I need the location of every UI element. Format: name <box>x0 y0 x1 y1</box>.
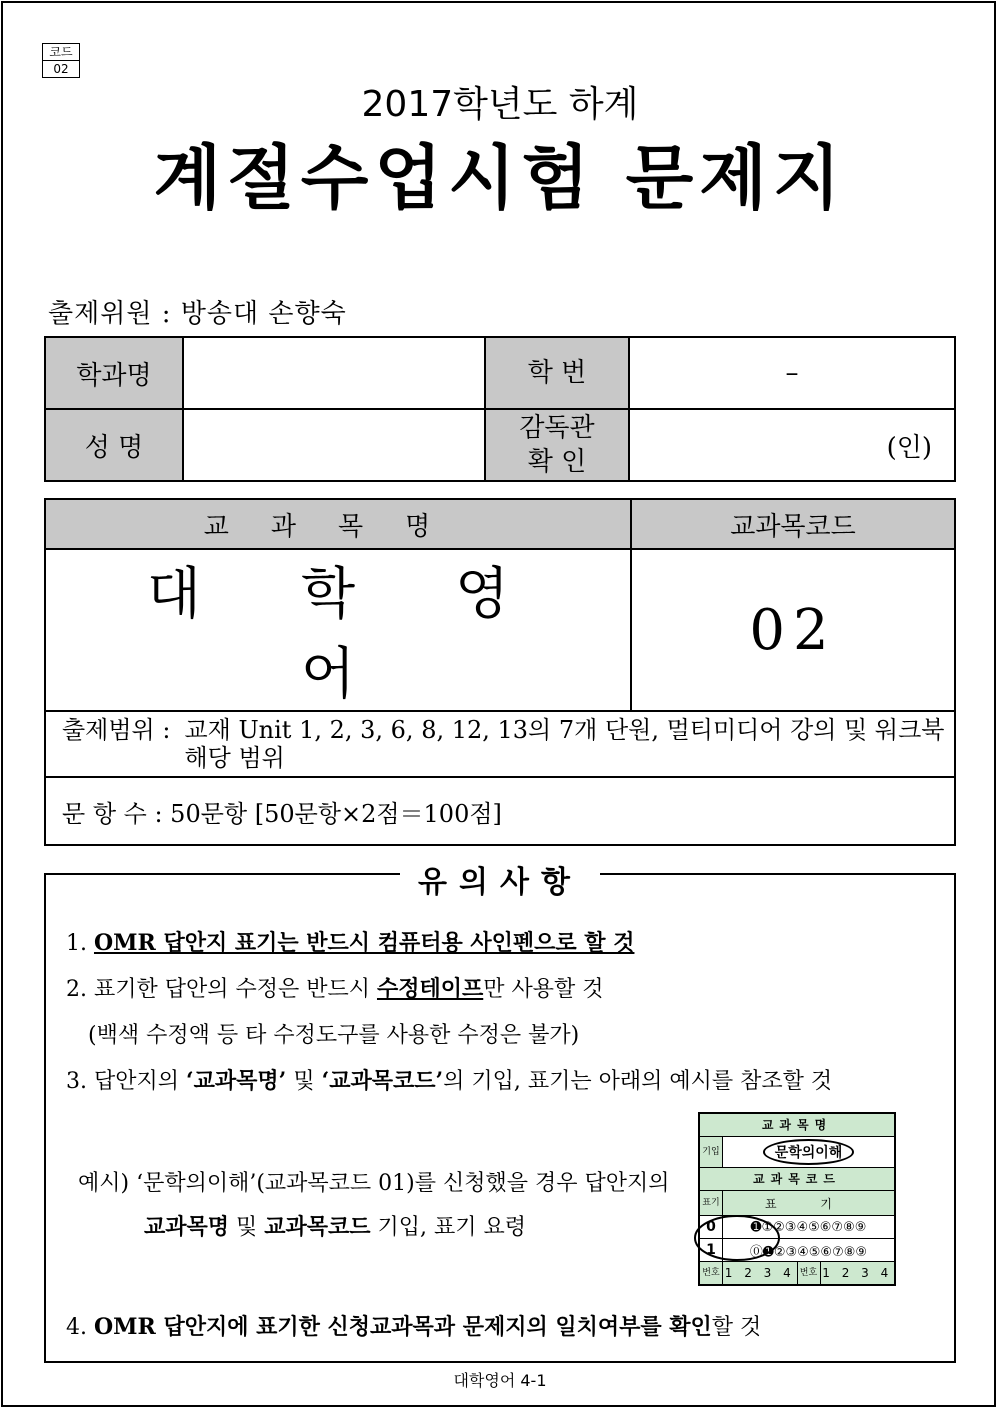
omr-num-values-2: 1 2 3 4 <box>822 1266 893 1280</box>
note-3-prefix: 3. 답안지의 <box>66 1069 186 1094</box>
dept-field[interactable] <box>183 337 485 409</box>
subject-code-header: 교과목코드 <box>631 499 955 549</box>
note-3-suffix: 의 기입, 표기는 아래의 예시를 참조할 것 <box>443 1069 833 1094</box>
omr-num-label-1: 번호 <box>700 1262 723 1284</box>
note-3-emph-1: ‘교과목명’ <box>186 1068 287 1094</box>
note-3-emph-2: ‘교과목코드’ <box>321 1068 444 1094</box>
code-box-value: 02 <box>53 62 69 76</box>
student-info-table <box>44 336 956 482</box>
note-4-emph: OMR 답안지에 표기한 신청교과목과 문제지의 일치여부를 확인 <box>93 1314 712 1340</box>
code-box-label: 코드 <box>43 44 79 61</box>
student-id-label: 학 번 <box>485 337 629 409</box>
question-count-label: 문 항 수 : <box>62 799 163 828</box>
note-1-text: OMR 답안지 표기는 반드시 컴퓨터용 사인펜으로 할 것 <box>93 930 635 956</box>
student-id-field[interactable]: – <box>629 337 955 409</box>
exam-range-text: 교재 Unit 1, 2, 3, 6, 8, 12, 13의 7개 단원, 멀티미디어 강의 및 워크북 해당 범위 <box>184 716 945 772</box>
omr-subject-bar: 교과목명 <box>700 1114 894 1137</box>
omr-number-row <box>700 1262 894 1284</box>
note-4-suffix: 할 것 <box>711 1315 762 1340</box>
code-box <box>42 43 80 78</box>
example-line-1: 예시) ‘문학의이해’(교과목코드 01)를 신청했을 경우 답안지의 <box>78 1171 670 1196</box>
example-emph-1: 교과목명 <box>144 1214 230 1240</box>
omr-highlight-ellipse <box>692 1213 782 1263</box>
omr-subject-value: 문학의이해 <box>763 1139 855 1165</box>
omr-subject-row <box>700 1137 894 1168</box>
omr-write-label: 기입 <box>700 1137 723 1167</box>
notes-title <box>0 857 1000 901</box>
note-2-suffix: 만 사용할 것 <box>483 977 604 1002</box>
omr-code-bar: 교과목코드 <box>700 1168 894 1191</box>
note-2-prefix: 2. 표기한 답안의 수정은 반드시 <box>66 977 377 1002</box>
exam-range-label: 출제범위 : <box>62 716 171 744</box>
omr-row-1-circles: ⓪➊②③④⑤⑥⑦⑧⑨ <box>749 1244 868 1260</box>
example-suffix: 기입, 표기 요령 <box>370 1215 527 1240</box>
author-line: 출제위원 : 방송대 손향숙 <box>48 299 347 329</box>
example-emph-2: 교과목코드 <box>264 1214 371 1240</box>
name-label: 성 명 <box>45 409 183 481</box>
example-line-2 <box>144 1210 526 1241</box>
page-footer: 대학영어 4-1 <box>453 1371 547 1390</box>
supervisor-label <box>485 409 629 481</box>
omr-num-values-1: 1 2 3 4 <box>723 1262 798 1284</box>
supervisor-seal[interactable]: (인) <box>629 409 955 481</box>
subject-name-header: 교과목명 <box>45 499 631 549</box>
note-2-emph: 수정테이프 <box>376 976 484 1002</box>
subject-table <box>44 498 956 846</box>
question-count-row <box>45 777 955 845</box>
notes-title-text: 유의사항 <box>400 865 600 900</box>
subject-name: 대학영어 <box>45 549 631 711</box>
supervisor-label-line2: 확 인 <box>527 447 587 477</box>
name-field[interactable] <box>183 409 485 481</box>
subject-code: 02 <box>631 549 955 711</box>
omr-mark-label: 표기 <box>700 1191 723 1215</box>
note-1-prefix: 1. <box>66 931 94 956</box>
omr-num-label-2: 번호 <box>798 1262 821 1284</box>
note-3-mid: 및 <box>286 1069 322 1094</box>
note-3 <box>66 1064 832 1095</box>
exam-range-row <box>45 711 955 777</box>
dept-label: 학과명 <box>45 337 183 409</box>
omr-row-0-digit: 0 <box>700 1216 723 1238</box>
supervisor-label-line1: 감독관 <box>519 413 595 443</box>
exam-title: 계절수업시험 문제지 <box>153 137 847 219</box>
note-2 <box>66 972 604 1003</box>
note-4-prefix: 4. <box>66 1315 94 1340</box>
example-mid: 및 <box>229 1215 265 1240</box>
exam-year: 2017학년도 하계 <box>361 84 639 125</box>
omr-row-1-digit: 1 <box>700 1239 723 1261</box>
note-4 <box>66 1310 761 1341</box>
omr-mark-header: 표 기 <box>723 1191 894 1215</box>
question-count-text: 50문항 [50문항×2점＝100점] <box>170 799 502 828</box>
omr-row-0-circles: ➊①②③④⑤⑥⑦⑧⑨ <box>750 1219 867 1235</box>
note-2-sub: (백색 수정액 등 타 수정도구를 사용한 수정은 불가) <box>88 1023 580 1048</box>
note-1 <box>66 926 634 957</box>
